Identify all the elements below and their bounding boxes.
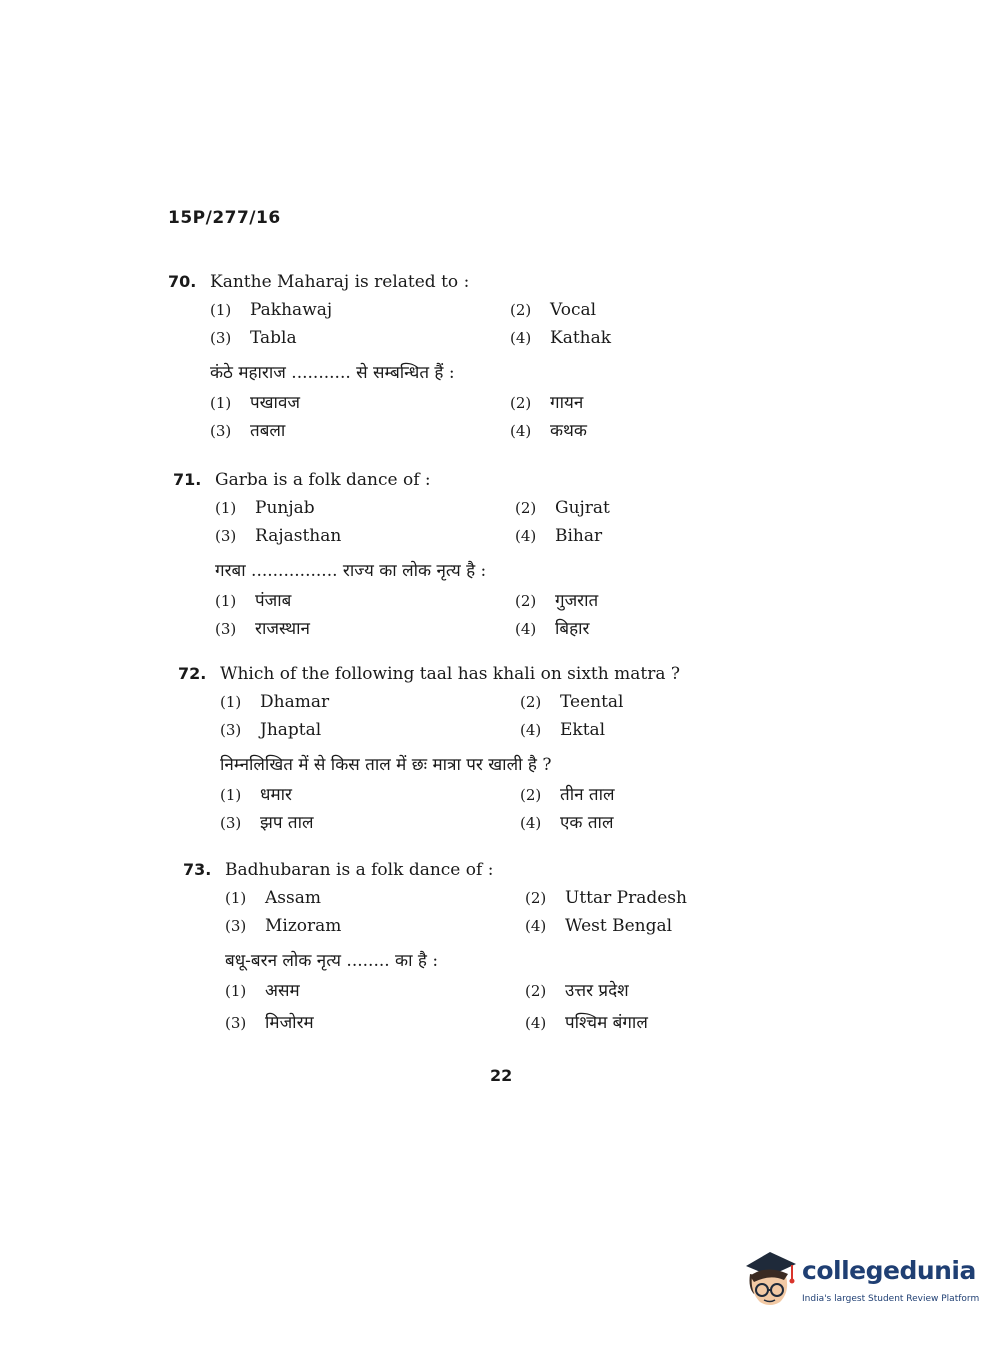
options-en [210,300,612,356]
options-hi [210,390,587,446]
option-3: (3) Tabla [210,328,297,348]
question-text-hi: निम्नलिखित में से किस ताल में छः मात्रा पर खाली है ? [220,755,552,775]
options-en [215,498,610,554]
option-2: (2) Vocal [510,300,597,320]
mascot-logo-icon [740,1248,800,1312]
options-hi [225,978,648,1040]
option-1: (1) धमार [220,785,292,805]
option-3: (3) Rajasthan [215,526,342,546]
brand-name: collegedunia [802,1256,976,1285]
brand-tagline: India's largest Student Review Platform [802,1294,980,1304]
options-en [225,888,687,944]
option-1: (1) Punjab [215,498,315,518]
question-text-hi: कंठे महाराज ........... से सम्बन्धित हैं : [210,363,455,383]
option-1: (1) पखावज [210,393,301,413]
option-3: (3) Mizoram [225,916,342,936]
option-2: (2) Gujrat [515,498,610,518]
option-4: (4) एक ताल [520,813,614,833]
option-2: (2) तीन ताल [520,785,615,805]
option-1: (1) Dhamar [220,692,330,712]
question-text-hi: गरबा ................ राज्य का लोक नृत्य है : [215,561,487,581]
question-72 [178,664,680,838]
option-4: (4) कथक [510,421,587,441]
option-2: (2) गायन [510,393,584,413]
option-4: (4) Bihar [515,526,603,546]
option-4: (4) Kathak [510,328,612,348]
option-2: (2) Uttar Pradesh [525,888,687,908]
option-1: (1) असम [225,981,300,1001]
question-text-hi: बधू-बरन लोक नृत्य ........ का है : [225,951,439,971]
option-2: (2) Teental [520,692,624,712]
option-4: (4) पश्चिम बंगाल [525,1013,648,1033]
option-2: (2) उत्तर प्रदेश [525,981,629,1001]
option-3: (3) झप ताल [220,813,314,833]
option-1: (1) Pakhawaj [210,300,333,320]
page-number: 22 [490,1066,513,1085]
question-73 [183,860,687,1040]
option-3: (3) राजस्थान [215,619,310,639]
question-text-en: Garba is a folk dance of : [215,470,431,490]
options-hi [215,588,599,644]
question-70 [168,272,612,446]
brand-watermark[interactable] [740,1248,980,1318]
option-3: (3) Jhaptal [220,720,322,740]
option-4: (4) बिहार [515,619,590,639]
question-text-en: Badhubaran is a folk dance of : [225,860,494,880]
question-text-en: Which of the following taal has khali on sixth matra ? [220,664,680,684]
option-4: (4) West Bengal [525,916,673,936]
option-1: (1) Assam [225,888,321,908]
option-3: (3) मिजोरम [225,1013,314,1033]
question-number: 71. [173,470,202,489]
option-3: (3) तबला [210,421,286,441]
option-2: (2) गुजरात [515,591,599,611]
question-71 [173,470,610,644]
option-4: (4) Ektal [520,720,606,740]
question-number: 70. [168,272,197,291]
options-hi [220,782,615,838]
question-text-en: Kanthe Maharaj is related to : [210,272,470,292]
paper-code: 15P/277/16 [168,208,281,228]
question-number: 73. [183,860,212,879]
options-en [220,692,624,748]
question-number: 72. [178,664,207,683]
option-1: (1) पंजाब [215,591,292,611]
